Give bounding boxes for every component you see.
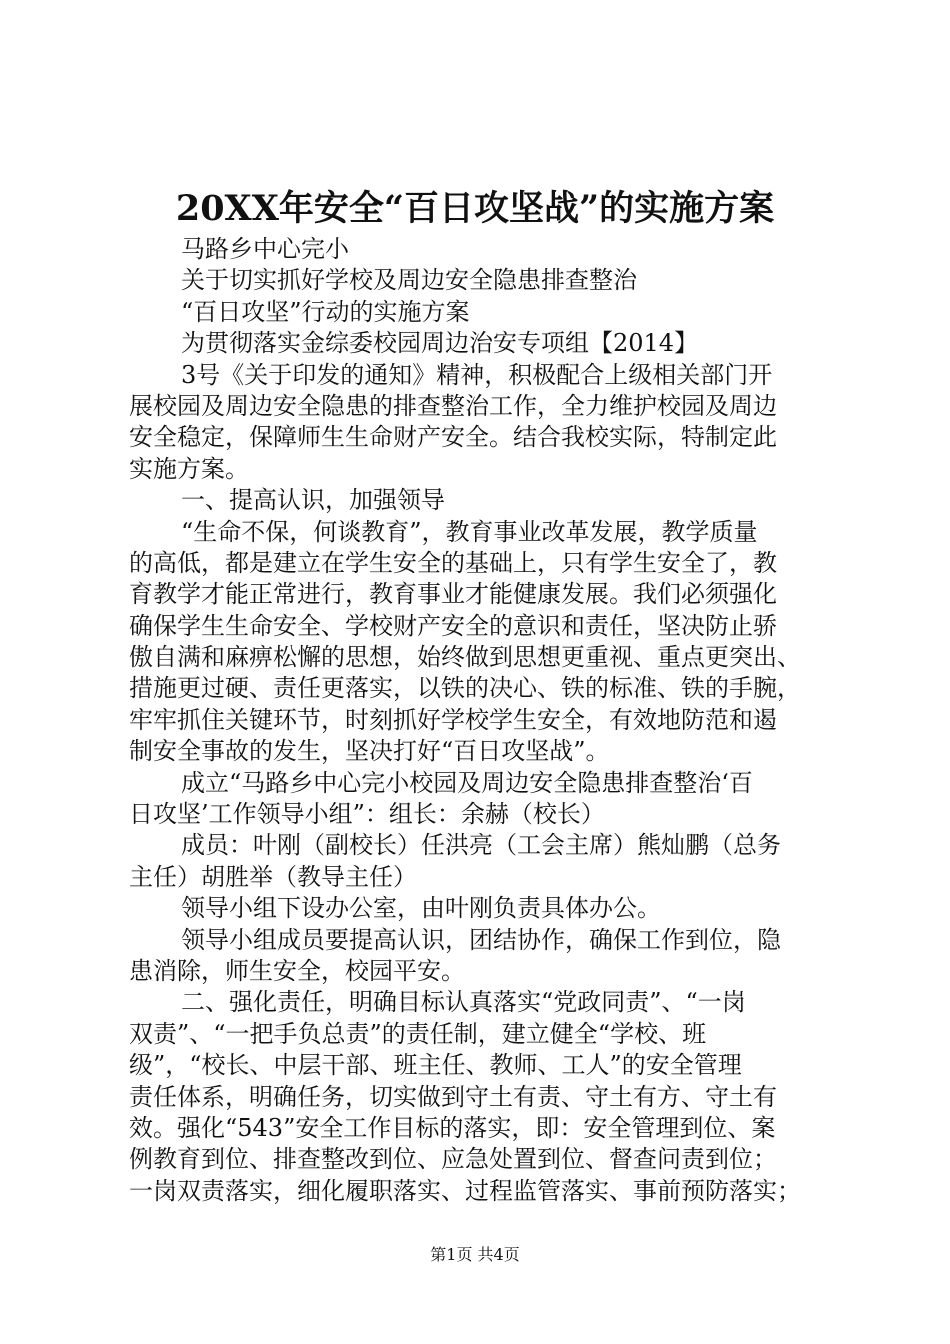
body-line: 日攻坚’工作领导小组”：组长：余赫（校长） bbox=[129, 800, 605, 829]
body-line: 效。强化“543”安全工作目标的落实，即：安全管理到位、案 bbox=[129, 1113, 776, 1142]
body-line: 关于切实抓好学校及周边安全隐患排查整治 bbox=[181, 266, 637, 295]
body-line: 例教育到位、排查整改到位、应急处置到位、督查问责到位； bbox=[129, 1145, 777, 1174]
body-line: 为贯彻落实金综委校园周边治安专项组【2014】 bbox=[181, 329, 699, 358]
body-line: 一、提高认识，加强领导 bbox=[181, 486, 445, 515]
body-line: 一岗双责落实，细化履职落实、过程监管落实、事前预防落实； bbox=[129, 1176, 801, 1205]
document-body bbox=[129, 234, 829, 1207]
body-line: 二、强化责任，明确目标认真落实“党政同责”、“一岗 bbox=[181, 988, 746, 1017]
body-line: 双责”、“一把手负总责”的责任制，建立健全“学校、班 bbox=[129, 1019, 707, 1048]
body-line: 主任）胡胜举（教导主任） bbox=[129, 862, 417, 891]
document-title: 20XX年安全“百日攻坚战”的实施方案 bbox=[175, 188, 775, 229]
body-line: 制安全事故的发生，坚决打好“百日攻坚战”。 bbox=[129, 737, 610, 766]
body-line: 患消除，师生安全，校园平安。 bbox=[129, 956, 465, 985]
body-line: 的高低，都是建立在学生安全的基础上，只有学生安全了，教 bbox=[129, 548, 777, 577]
body-line: 成立“马路乡中心完小校园及周边安全隐患排查整治‘百 bbox=[181, 768, 753, 797]
body-line: 3号《关于印发的通知》精神，积极配合上级相关部门开 bbox=[181, 360, 773, 389]
body-line: 傲自满和麻痹松懈的思想，始终做到思想更重视、重点更突出、 bbox=[129, 643, 801, 672]
body-line: 领导小组成员要提高认识，团结协作，确保工作到位，隐 bbox=[181, 925, 781, 954]
body-line: “生命不保，何谈教育”，教育事业改革发展，教学质量 bbox=[181, 517, 758, 546]
body-line: 成员：叶刚（副校长）任洪亮（工会主席）熊灿鹏（总务 bbox=[181, 831, 781, 860]
body-line: “百日攻坚”行动的实施方案 bbox=[181, 297, 470, 326]
body-line: 措施更过硬、责任更落实，以铁的决心、铁的标准、铁的手腕， bbox=[129, 674, 801, 703]
body-line: 展校园及周边安全隐患的排查整治工作，全力维护校园及周边 bbox=[129, 391, 777, 420]
body-line: 安全稳定，保障师生生命财产安全。结合我校实际，特制定此 bbox=[129, 423, 777, 452]
body-line: 级”，“校长、中层干部、班主任、教师、工人”的安全管理 bbox=[129, 1051, 742, 1080]
body-line: 实施方案。 bbox=[129, 454, 249, 483]
body-line: 领导小组下设办公室，由叶刚负责具体办公。 bbox=[181, 894, 661, 923]
body-line: 育教学才能正常进行，教育事业才能健康发展。我们必须强化 bbox=[129, 580, 777, 609]
body-line: 确保学生生命安全、学校财产安全的意识和责任，坚决防止骄 bbox=[129, 611, 777, 640]
body-line: 马路乡中心完小 bbox=[181, 235, 349, 263]
body-line: 责任体系，明确任务，切实做到守土有责、守土有方、守土有 bbox=[129, 1082, 777, 1111]
page-footer: 第1页 共4页 bbox=[430, 1245, 520, 1264]
body-line: 牢牢抓住关键环节，时刻抓好学校学生安全，有效地防范和遏 bbox=[129, 705, 777, 734]
